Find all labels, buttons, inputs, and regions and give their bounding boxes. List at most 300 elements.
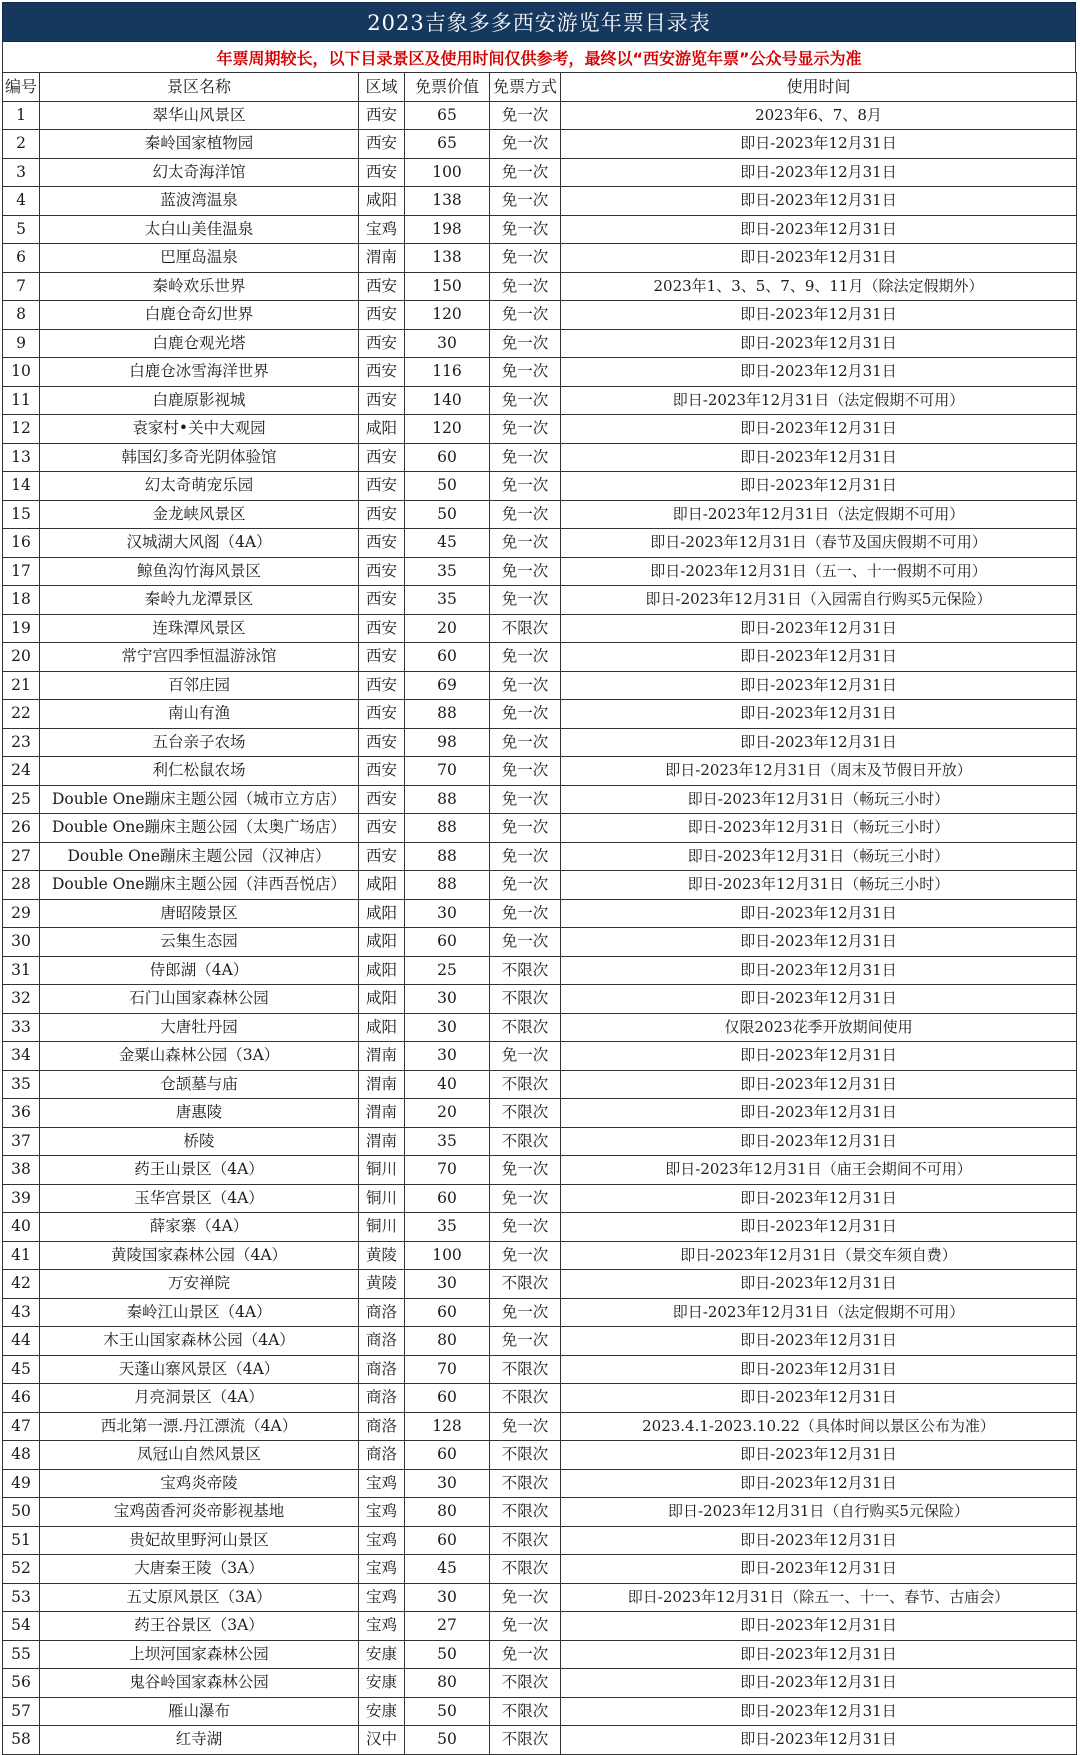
cell-ticket-type: 免一次 xyxy=(490,1298,561,1327)
cell-spot-name: 连珠潭风景区 xyxy=(40,614,359,643)
cell-ticket-type: 免一次 xyxy=(490,158,561,187)
table-row xyxy=(3,1213,1077,1242)
cell-region: 渭南 xyxy=(359,1099,405,1128)
cell-ticket-value: 88 xyxy=(405,785,490,814)
cell-valid-period: 即日-2023年12月31日 xyxy=(561,1184,1077,1213)
cell-ticket-value: 80 xyxy=(405,1327,490,1356)
cell-ticket-value: 45 xyxy=(405,529,490,558)
cell-valid-period: 即日-2023年12月31日 xyxy=(561,1213,1077,1242)
cell-valid-period: 即日-2023年12月31日 xyxy=(561,158,1077,187)
cell-ticket-value: 88 xyxy=(405,871,490,900)
cell-valid-period: 即日-2023年12月31日 xyxy=(561,614,1077,643)
cell-spot-name: 木王山国家森林公园（4A） xyxy=(40,1327,359,1356)
cell-spot-name: 宝鸡茵香河炎帝影视基地 xyxy=(40,1498,359,1527)
cell-region: 宝鸡 xyxy=(359,1612,405,1641)
cell-number: 32 xyxy=(3,985,40,1014)
cell-spot-name: Double One蹦床主题公园（汉神店） xyxy=(40,842,359,871)
cell-valid-period: 即日-2023年12月31日（除五一、十一、春节、古庙会） xyxy=(561,1583,1077,1612)
cell-region: 西安 xyxy=(359,614,405,643)
cell-valid-period: 即日-2023年12月31日（景交车须自费） xyxy=(561,1241,1077,1270)
cell-number: 49 xyxy=(3,1469,40,1498)
cell-ticket-type: 免一次 xyxy=(490,757,561,786)
cell-ticket-type: 不限次 xyxy=(490,1498,561,1527)
table-row xyxy=(3,1498,1077,1527)
cell-number: 27 xyxy=(3,842,40,871)
table-row xyxy=(3,1127,1077,1156)
cell-spot-name: 红寺湖 xyxy=(40,1726,359,1755)
cell-region: 西安 xyxy=(359,529,405,558)
cell-region: 宝鸡 xyxy=(359,1469,405,1498)
table-row xyxy=(3,1184,1077,1213)
cell-spot-name: 药王山景区（4A） xyxy=(40,1156,359,1185)
cell-valid-period: 即日-2023年12月31日 xyxy=(561,1042,1077,1071)
cell-ticket-type: 不限次 xyxy=(490,1355,561,1384)
cell-valid-period: 即日-2023年12月31日（自行购买5元保险） xyxy=(561,1498,1077,1527)
cell-ticket-type: 免一次 xyxy=(490,1184,561,1213)
col-header-spot-name: 景区名称 xyxy=(40,73,359,102)
cell-spot-name: 玉华宫景区（4A） xyxy=(40,1184,359,1213)
cell-region: 商洛 xyxy=(359,1412,405,1441)
cell-number: 4 xyxy=(3,187,40,216)
cell-number: 14 xyxy=(3,472,40,501)
cell-valid-period: 即日-2023年12月31日 xyxy=(561,130,1077,159)
cell-ticket-value: 60 xyxy=(405,1184,490,1213)
cell-region: 商洛 xyxy=(359,1327,405,1356)
cell-number: 54 xyxy=(3,1612,40,1641)
table-row xyxy=(3,301,1077,330)
table-row xyxy=(3,386,1077,415)
table-row xyxy=(3,671,1077,700)
cell-spot-name: 唐惠陵 xyxy=(40,1099,359,1128)
cell-spot-name: 金粟山森林公园（3A） xyxy=(40,1042,359,1071)
cell-ticket-type: 免一次 xyxy=(490,415,561,444)
cell-ticket-type: 免一次 xyxy=(490,301,561,330)
cell-ticket-type: 不限次 xyxy=(490,1270,561,1299)
cell-ticket-value: 30 xyxy=(405,1013,490,1042)
cell-ticket-type: 免一次 xyxy=(490,1241,561,1270)
cell-ticket-value: 98 xyxy=(405,728,490,757)
cell-region: 宝鸡 xyxy=(359,1526,405,1555)
table-row xyxy=(3,472,1077,501)
cell-number: 39 xyxy=(3,1184,40,1213)
cell-spot-name: 南山有渔 xyxy=(40,700,359,729)
cell-region: 渭南 xyxy=(359,1127,405,1156)
cell-number: 42 xyxy=(3,1270,40,1299)
table-row xyxy=(3,985,1077,1014)
cell-ticket-type: 免一次 xyxy=(490,1327,561,1356)
cell-valid-period: 即日-2023年12月31日 xyxy=(561,1127,1077,1156)
cell-valid-period: 即日-2023年12月31日（五一、十一假期不可用） xyxy=(561,557,1077,586)
cell-valid-period: 2023年6、7、8月 xyxy=(561,101,1077,130)
cell-region: 宝鸡 xyxy=(359,1583,405,1612)
cell-spot-name: 薛家寨（4A） xyxy=(40,1213,359,1242)
cell-spot-name: 秦岭国家植物园 xyxy=(40,130,359,159)
cell-spot-name: 百邻庄园 xyxy=(40,671,359,700)
table-body xyxy=(3,101,1077,1754)
cell-spot-name: 白鹿原影视城 xyxy=(40,386,359,415)
cell-region: 宝鸡 xyxy=(359,1555,405,1584)
cell-number: 30 xyxy=(3,928,40,957)
col-header-region: 区域 xyxy=(359,73,405,102)
cell-region: 安康 xyxy=(359,1640,405,1669)
cell-region: 西安 xyxy=(359,130,405,159)
cell-number: 31 xyxy=(3,956,40,985)
cell-valid-period: 即日-2023年12月31日 xyxy=(561,1612,1077,1641)
cell-number: 26 xyxy=(3,814,40,843)
cell-number: 20 xyxy=(3,643,40,672)
cell-ticket-type: 不限次 xyxy=(490,1669,561,1698)
cell-number: 44 xyxy=(3,1327,40,1356)
cell-region: 西安 xyxy=(359,586,405,615)
cell-region: 西安 xyxy=(359,358,405,387)
cell-ticket-value: 138 xyxy=(405,187,490,216)
cell-ticket-value: 116 xyxy=(405,358,490,387)
cell-valid-period: 即日-2023年12月31日 xyxy=(561,1327,1077,1356)
cell-ticket-value: 30 xyxy=(405,1469,490,1498)
cell-ticket-value: 60 xyxy=(405,643,490,672)
cell-ticket-value: 60 xyxy=(405,1526,490,1555)
cell-number: 50 xyxy=(3,1498,40,1527)
cell-spot-name: 金龙峡风景区 xyxy=(40,500,359,529)
scenic-spot-table xyxy=(2,72,1077,1755)
cell-valid-period: 即日-2023年12月31日 xyxy=(561,899,1077,928)
cell-ticket-value: 65 xyxy=(405,130,490,159)
table-row xyxy=(3,272,1077,301)
cell-spot-name: 药王谷景区（3A） xyxy=(40,1612,359,1641)
table-row xyxy=(3,215,1077,244)
cell-ticket-type: 不限次 xyxy=(490,1127,561,1156)
cell-region: 西安 xyxy=(359,329,405,358)
cell-region: 安康 xyxy=(359,1697,405,1726)
cell-number: 38 xyxy=(3,1156,40,1185)
cell-spot-name: 鲸鱼沟竹海风景区 xyxy=(40,557,359,586)
cell-region: 西安 xyxy=(359,557,405,586)
cell-number: 41 xyxy=(3,1241,40,1270)
table-row xyxy=(3,1241,1077,1270)
notice-banner: 年票周期较长，以下目录景区及使用时间仅供参考，最终以“西安游览年票”公众号显示为准 xyxy=(2,42,1076,72)
cell-valid-period: 即日-2023年12月31日 xyxy=(561,985,1077,1014)
cell-region: 咸阳 xyxy=(359,187,405,216)
table-row xyxy=(3,1612,1077,1641)
cell-spot-name: 白鹿仓观光塔 xyxy=(40,329,359,358)
cell-ticket-type: 免一次 xyxy=(490,728,561,757)
cell-ticket-value: 30 xyxy=(405,329,490,358)
cell-ticket-type: 免一次 xyxy=(490,500,561,529)
cell-ticket-type: 不限次 xyxy=(490,1555,561,1584)
cell-ticket-type: 免一次 xyxy=(490,187,561,216)
cell-number: 13 xyxy=(3,443,40,472)
cell-ticket-type: 不限次 xyxy=(490,1070,561,1099)
cell-ticket-value: 69 xyxy=(405,671,490,700)
cell-region: 西安 xyxy=(359,785,405,814)
table-row xyxy=(3,785,1077,814)
cell-region: 咸阳 xyxy=(359,985,405,1014)
cell-region: 铜川 xyxy=(359,1213,405,1242)
cell-region: 咸阳 xyxy=(359,928,405,957)
table-row xyxy=(3,1412,1077,1441)
cell-region: 咸阳 xyxy=(359,871,405,900)
cell-number: 56 xyxy=(3,1669,40,1698)
table-row xyxy=(3,500,1077,529)
cell-number: 25 xyxy=(3,785,40,814)
cell-valid-period: 即日-2023年12月31日 xyxy=(561,1099,1077,1128)
cell-region: 西安 xyxy=(359,814,405,843)
cell-ticket-type: 免一次 xyxy=(490,700,561,729)
cell-ticket-type: 不限次 xyxy=(490,1526,561,1555)
cell-ticket-value: 30 xyxy=(405,1583,490,1612)
cell-spot-name: 五丈原风景区（3A） xyxy=(40,1583,359,1612)
col-header-valid-period: 使用时间 xyxy=(561,73,1077,102)
cell-ticket-value: 128 xyxy=(405,1412,490,1441)
table-row xyxy=(3,1070,1077,1099)
table-row xyxy=(3,1526,1077,1555)
cell-spot-name: 仓颉墓与庙 xyxy=(40,1070,359,1099)
cell-spot-name: 蓝波湾温泉 xyxy=(40,187,359,216)
cell-ticket-type: 不限次 xyxy=(490,1697,561,1726)
cell-spot-name: 云集生态园 xyxy=(40,928,359,957)
table-row xyxy=(3,1469,1077,1498)
cell-ticket-type: 免一次 xyxy=(490,785,561,814)
cell-ticket-type: 免一次 xyxy=(490,358,561,387)
cell-valid-period: 即日-2023年12月31日（法定假期不可用） xyxy=(561,500,1077,529)
cell-spot-name: 桥陵 xyxy=(40,1127,359,1156)
cell-region: 西安 xyxy=(359,671,405,700)
table-row xyxy=(3,928,1077,957)
cell-spot-name: 雁山瀑布 xyxy=(40,1697,359,1726)
cell-spot-name: 白鹿仓奇幻世界 xyxy=(40,301,359,330)
cell-number: 28 xyxy=(3,871,40,900)
cell-number: 1 xyxy=(3,101,40,130)
cell-number: 11 xyxy=(3,386,40,415)
cell-ticket-type: 不限次 xyxy=(490,1099,561,1128)
page-title: 2023吉象多多西安游览年票目录表 xyxy=(2,2,1076,42)
table-row xyxy=(3,814,1077,843)
cell-number: 10 xyxy=(3,358,40,387)
cell-spot-name: 大唐秦王陵（3A） xyxy=(40,1555,359,1584)
cell-ticket-value: 20 xyxy=(405,1099,490,1128)
cell-ticket-value: 88 xyxy=(405,842,490,871)
cell-ticket-type: 免一次 xyxy=(490,1156,561,1185)
cell-number: 58 xyxy=(3,1726,40,1755)
table-row xyxy=(3,1327,1077,1356)
table-row xyxy=(3,1298,1077,1327)
cell-ticket-type: 免一次 xyxy=(490,1640,561,1669)
table-row xyxy=(3,415,1077,444)
cell-ticket-value: 138 xyxy=(405,244,490,273)
cell-ticket-type: 免一次 xyxy=(490,529,561,558)
cell-ticket-value: 50 xyxy=(405,500,490,529)
cell-ticket-value: 100 xyxy=(405,158,490,187)
cell-spot-name: 白鹿仓冰雪海洋世界 xyxy=(40,358,359,387)
cell-region: 安康 xyxy=(359,1669,405,1698)
cell-ticket-type: 免一次 xyxy=(490,130,561,159)
cell-number: 57 xyxy=(3,1697,40,1726)
table-row xyxy=(3,1726,1077,1755)
cell-ticket-type: 免一次 xyxy=(490,329,561,358)
cell-valid-period: 即日-2023年12月31日 xyxy=(561,1384,1077,1413)
cell-spot-name: 利仁松鼠农场 xyxy=(40,757,359,786)
cell-ticket-value: 70 xyxy=(405,1156,490,1185)
cell-ticket-type: 免一次 xyxy=(490,1042,561,1071)
cell-valid-period: 即日-2023年12月31日 xyxy=(561,956,1077,985)
cell-region: 咸阳 xyxy=(359,415,405,444)
cell-region: 西安 xyxy=(359,472,405,501)
cell-valid-period: 即日-2023年12月31日 xyxy=(561,1070,1077,1099)
cell-valid-period: 即日-2023年12月31日 xyxy=(561,215,1077,244)
cell-valid-period: 即日-2023年12月31日 xyxy=(561,1469,1077,1498)
table-row xyxy=(3,614,1077,643)
cell-ticket-type: 不限次 xyxy=(490,614,561,643)
cell-spot-name: 宝鸡炎帝陵 xyxy=(40,1469,359,1498)
cell-region: 商洛 xyxy=(359,1384,405,1413)
cell-spot-name: Double One蹦床主题公园（沣西吾悦店） xyxy=(40,871,359,900)
cell-number: 22 xyxy=(3,700,40,729)
cell-ticket-value: 35 xyxy=(405,1127,490,1156)
cell-spot-name: 贵妃故里野河山景区 xyxy=(40,1526,359,1555)
cell-number: 35 xyxy=(3,1070,40,1099)
cell-spot-name: 秦岭九龙潭景区 xyxy=(40,586,359,615)
cell-ticket-value: 70 xyxy=(405,1355,490,1384)
cell-ticket-value: 88 xyxy=(405,700,490,729)
cell-number: 40 xyxy=(3,1213,40,1242)
cell-number: 5 xyxy=(3,215,40,244)
cell-valid-period: 即日-2023年12月31日（法定假期不可用） xyxy=(561,386,1077,415)
cell-number: 3 xyxy=(3,158,40,187)
cell-ticket-type: 免一次 xyxy=(490,215,561,244)
cell-ticket-type: 免一次 xyxy=(490,557,561,586)
cell-ticket-type: 免一次 xyxy=(490,272,561,301)
cell-spot-name: 唐昭陵景区 xyxy=(40,899,359,928)
cell-ticket-value: 120 xyxy=(405,415,490,444)
cell-valid-period: 即日-2023年12月31日 xyxy=(561,1697,1077,1726)
cell-ticket-value: 30 xyxy=(405,1270,490,1299)
cell-ticket-value: 50 xyxy=(405,1726,490,1755)
table-row xyxy=(3,1013,1077,1042)
cell-valid-period: 即日-2023年12月31日（法定假期不可用） xyxy=(561,1298,1077,1327)
cell-valid-period: 即日-2023年12月31日 xyxy=(561,1669,1077,1698)
cell-number: 34 xyxy=(3,1042,40,1071)
cell-spot-name: 翠华山风景区 xyxy=(40,101,359,130)
cell-number: 37 xyxy=(3,1127,40,1156)
cell-region: 咸阳 xyxy=(359,956,405,985)
table-row xyxy=(3,1640,1077,1669)
cell-region: 渭南 xyxy=(359,1070,405,1099)
cell-region: 西安 xyxy=(359,443,405,472)
table-row xyxy=(3,244,1077,273)
cell-valid-period: 即日-2023年12月31日 xyxy=(561,643,1077,672)
table-row xyxy=(3,443,1077,472)
cell-valid-period: 即日-2023年12月31日 xyxy=(561,700,1077,729)
table-row xyxy=(3,700,1077,729)
cell-ticket-value: 88 xyxy=(405,814,490,843)
cell-spot-name: 秦岭欢乐世界 xyxy=(40,272,359,301)
cell-region: 西安 xyxy=(359,386,405,415)
cell-region: 商洛 xyxy=(359,1441,405,1470)
table-row xyxy=(3,529,1077,558)
cell-number: 43 xyxy=(3,1298,40,1327)
cell-ticket-type: 免一次 xyxy=(490,643,561,672)
cell-spot-name: 黄陵国家森林公园（4A） xyxy=(40,1241,359,1270)
table-row xyxy=(3,1042,1077,1071)
cell-ticket-type: 免一次 xyxy=(490,814,561,843)
table-row xyxy=(3,871,1077,900)
cell-ticket-type: 免一次 xyxy=(490,1612,561,1641)
cell-valid-period: 即日-2023年12月31日 xyxy=(561,1270,1077,1299)
table-row xyxy=(3,1384,1077,1413)
table-row xyxy=(3,757,1077,786)
cell-spot-name: 幻太奇海洋馆 xyxy=(40,158,359,187)
table-row xyxy=(3,1697,1077,1726)
table-row xyxy=(3,1270,1077,1299)
cell-ticket-value: 140 xyxy=(405,386,490,415)
table-row xyxy=(3,187,1077,216)
cell-region: 西安 xyxy=(359,301,405,330)
table-row xyxy=(3,728,1077,757)
table-row xyxy=(3,956,1077,985)
cell-ticket-value: 150 xyxy=(405,272,490,301)
cell-ticket-type: 免一次 xyxy=(490,671,561,700)
col-header-number: 编号 xyxy=(3,73,40,102)
cell-ticket-type: 免一次 xyxy=(490,928,561,957)
cell-ticket-value: 65 xyxy=(405,101,490,130)
cell-ticket-value: 40 xyxy=(405,1070,490,1099)
cell-number: 21 xyxy=(3,671,40,700)
cell-number: 8 xyxy=(3,301,40,330)
cell-spot-name: 韩国幻多奇光阴体验馆 xyxy=(40,443,359,472)
cell-valid-period: 2023年1、3、5、7、9、11月（除法定假期外） xyxy=(561,272,1077,301)
cell-region: 西安 xyxy=(359,158,405,187)
cell-valid-period: 2023.4.1-2023.10.22（具体时间以景区公布为准） xyxy=(561,1412,1077,1441)
cell-number: 16 xyxy=(3,529,40,558)
cell-valid-period: 即日-2023年12月31日 xyxy=(561,671,1077,700)
cell-ticket-value: 60 xyxy=(405,1441,490,1470)
cell-valid-period: 即日-2023年12月31日 xyxy=(561,472,1077,501)
table-row xyxy=(3,101,1077,130)
table-row xyxy=(3,1583,1077,1612)
table-header-row xyxy=(3,73,1077,102)
cell-ticket-value: 27 xyxy=(405,1612,490,1641)
cell-valid-period: 即日-2023年12月31日（畅玩三小时） xyxy=(561,842,1077,871)
cell-ticket-value: 60 xyxy=(405,443,490,472)
cell-valid-period: 即日-2023年12月31日 xyxy=(561,728,1077,757)
cell-region: 商洛 xyxy=(359,1298,405,1327)
cell-spot-name: 五台亲子农场 xyxy=(40,728,359,757)
cell-spot-name: 天蓬山寨风景区（4A） xyxy=(40,1355,359,1384)
cell-ticket-type: 免一次 xyxy=(490,842,561,871)
cell-ticket-type: 不限次 xyxy=(490,1013,561,1042)
table-row xyxy=(3,1669,1077,1698)
cell-number: 36 xyxy=(3,1099,40,1128)
cell-number: 24 xyxy=(3,757,40,786)
cell-region: 铜川 xyxy=(359,1184,405,1213)
table-row xyxy=(3,358,1077,387)
cell-ticket-value: 45 xyxy=(405,1555,490,1584)
cell-region: 西安 xyxy=(359,272,405,301)
cell-spot-name: 常宁宫四季恒温游泳馆 xyxy=(40,643,359,672)
cell-ticket-type: 不限次 xyxy=(490,1469,561,1498)
cell-spot-name: 石门山国家森林公园 xyxy=(40,985,359,1014)
cell-number: 19 xyxy=(3,614,40,643)
cell-region: 西安 xyxy=(359,757,405,786)
cell-number: 18 xyxy=(3,586,40,615)
cell-ticket-value: 120 xyxy=(405,301,490,330)
cell-spot-name: 汉城湖大风阁（4A） xyxy=(40,529,359,558)
col-header-ticket-value: 免票价值 xyxy=(405,73,490,102)
cell-ticket-value: 60 xyxy=(405,1384,490,1413)
cell-ticket-type: 免一次 xyxy=(490,443,561,472)
cell-ticket-value: 35 xyxy=(405,586,490,615)
cell-valid-period: 即日-2023年12月31日（春节及国庆假期不可用） xyxy=(561,529,1077,558)
